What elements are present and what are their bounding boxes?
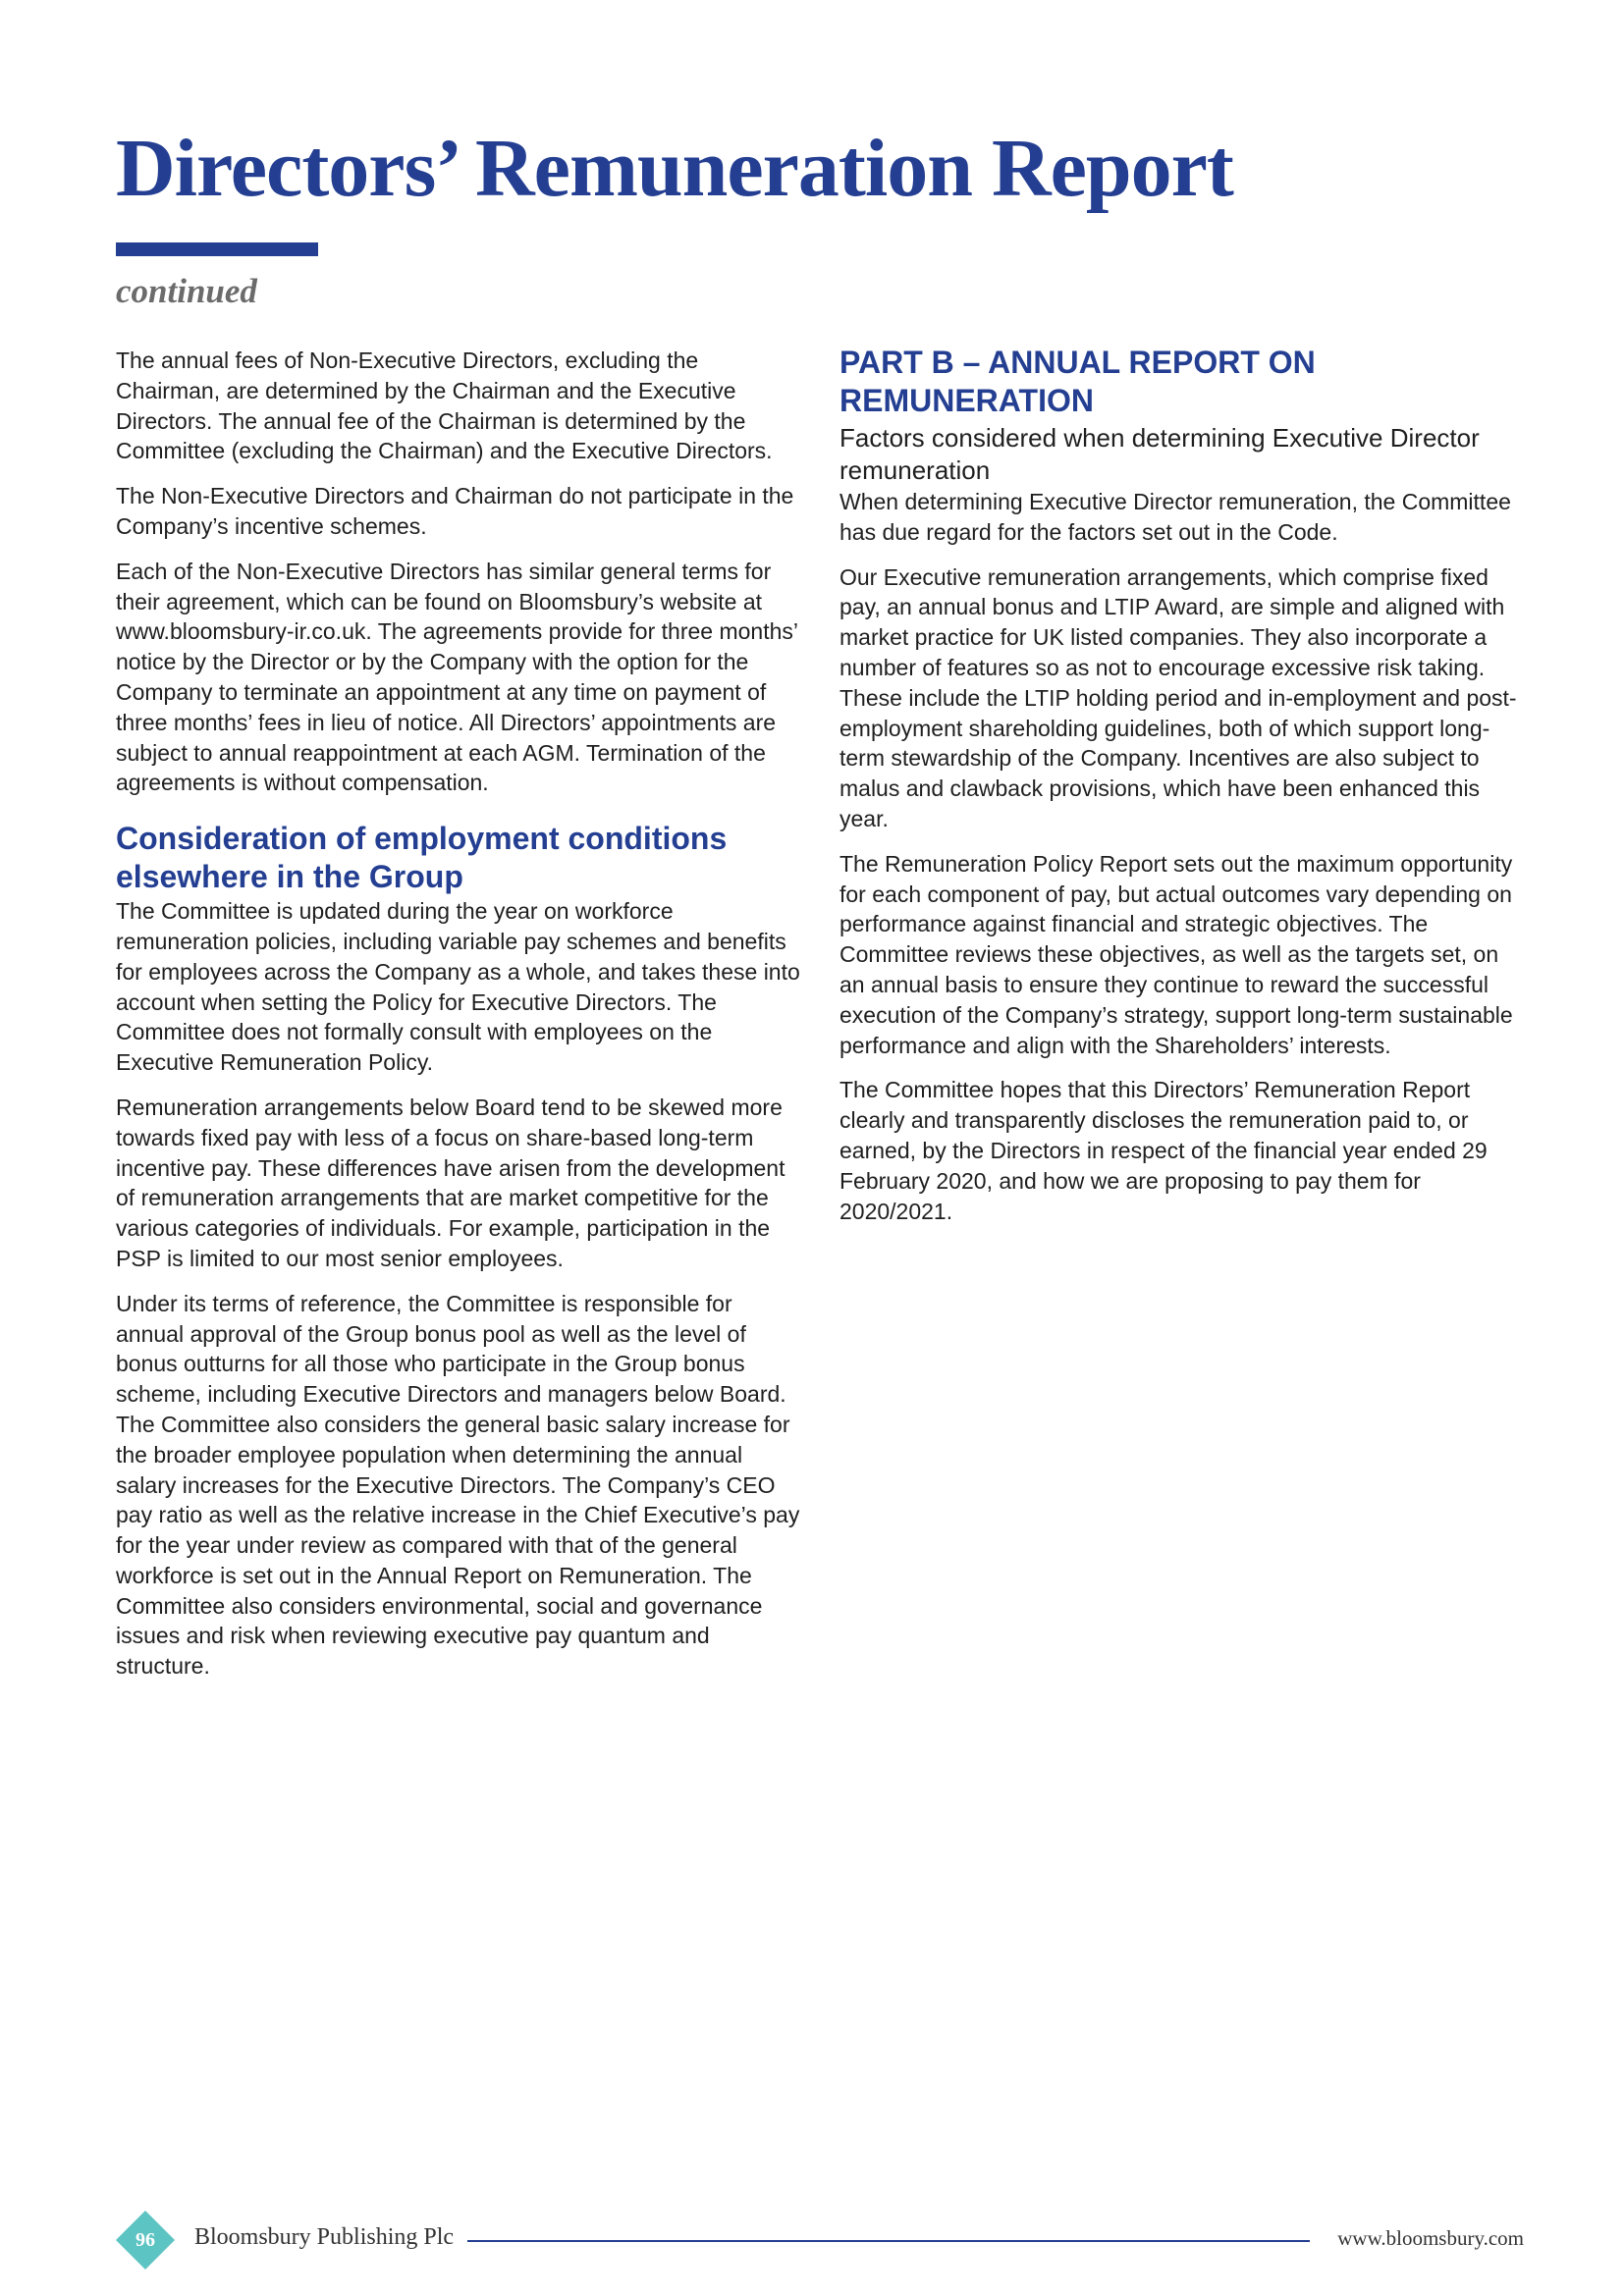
paragraph-agreement-terms: Each of the Non-Executive Directors has similar general terms for their agreement, which can be found on Bloomsbury’s website at www.bloomsbury-ir.co.uk. The agreements provide for three months’ notice by the Director or by the Company with the option for the Company to terminate an appointment at any time on payment of three months’ fees in lieu of notice. All Directors’ appointments are subject to annual reappointment at each AGM. Termination of the agreements is without compensation. <box>116 558 798 796</box>
page-footer <box>116 2211 1524 2269</box>
paragraph-policy-report: The Remuneration Policy Report sets out the maximum opportunity for each component of pay, but actual outcomes vary depending on performance against financial and strategic objectives. The Committee reviews these objectives, as well as the targets set, on an annual basis to ensure they continue to reward the successful execution of the Company’s strategy, support long-term sustainable performance and align with the Shareholders’ interests. <box>839 850 1513 1058</box>
footer-company-name: Bloomsbury Publishing Plc <box>194 2224 455 2250</box>
page-number-badge <box>116 2211 175 2269</box>
footer-divider <box>467 2240 1310 2242</box>
paragraph-committee-hopes: The Committee hopes that this Directors’ Remuneration Report clearly and transparently discloses the remuneration paid to, or earned, by the Directors in respect of the financial year ended 29 February 2020, and how we are proposing to pay them for 2020/2021. <box>839 1077 1488 1224</box>
paragraph-executive-arrangements: Our Executive remuneration arrangements, which comprise fixed pay, an annual bonus and LTIP Award, are simple and aligned with market practice for UK listed companies. They also incorporate a number of features so as not to encourage excessive risk taking. These include the LTIP holding period and in-employment and post-employment shareholding guidelines, both of which support long-term stewardship of the Company. Incentives are also subject to malus and clawback provisions, which have been enhanced this year. <box>839 563 1517 831</box>
page-number: 96 <box>135 2229 155 2251</box>
subheading-factors-considered: Factors considered when determining Executive Director remuneration <box>839 423 1480 485</box>
left-column <box>116 346 803 1696</box>
page-subtitle: continued <box>116 272 257 310</box>
paragraph-terms-of-reference: Under its terms of reference, the Committee is responsible for annual approval of the Group bonus pool as well as the level of bonus outturns for all those who participate in the Group bonus scheme, including Executive Directors and managers below Board. The Committee also considers the general basic salary increase for the broader employee population when determining the annual salary increases for the Executive Directors. The Company’s CEO pay ratio as well as the relative increase in the Chief Executive’s pay for the year under review as compared with that of the general workforce is set out in the Annual Report on Remuneration. The Committee also considers environmental, social and governance issues and risk when reviewing executive pay quantum and structure. <box>116 1290 800 1680</box>
paragraph-incentive-schemes: The Non-Executive Directors and Chairman do not participate in the Company’s incentive schemes. <box>116 483 794 539</box>
paragraph-code-factors: When determining Executive Director remuneration, the Committee has due regard for the factors set out in the Code. <box>839 489 1511 545</box>
footer-website-link[interactable]: www.bloomsbury.com <box>1337 2226 1524 2250</box>
section-heading-part-b: PART B – ANNUAL REPORT ON REMUNERATION <box>839 345 1316 418</box>
paragraph-nonexec-fees: The annual fees of Non-Executive Directors, excluding the Chairman, are determined by the Chairman and the Executive Directors. The annual fee of the Chairman is determined by the Committee (excluding the Chairman) and the Executive Directors. <box>116 347 773 464</box>
paragraph-below-board: Remuneration arrangements below Board tend to be skewed more towards fixed pay with less of a focus on share-based long-term incentive pay. These differences have arisen from the development of remuneration arrangements that are market competitive for the various categories of individuals. For example, participation in the PSP is limited to our most senior employees. <box>116 1094 785 1271</box>
page-title: Directors’ Remuneration Report <box>116 123 1233 214</box>
right-column <box>839 344 1527 1241</box>
section-heading-employment-conditions: Consideration of employment conditions elsewhere in the Group <box>116 821 728 895</box>
paragraph-workforce-policies: The Committee is updated during the year on workforce remuneration policies, including variable pay schemes and benefits for employees across the Company as a whole, and takes these into account when setting the Policy for Executive Directors. The Committee does not formally consult with employees on the Executive Remuneration Policy. <box>116 898 800 1076</box>
title-underline-rule <box>116 242 318 256</box>
